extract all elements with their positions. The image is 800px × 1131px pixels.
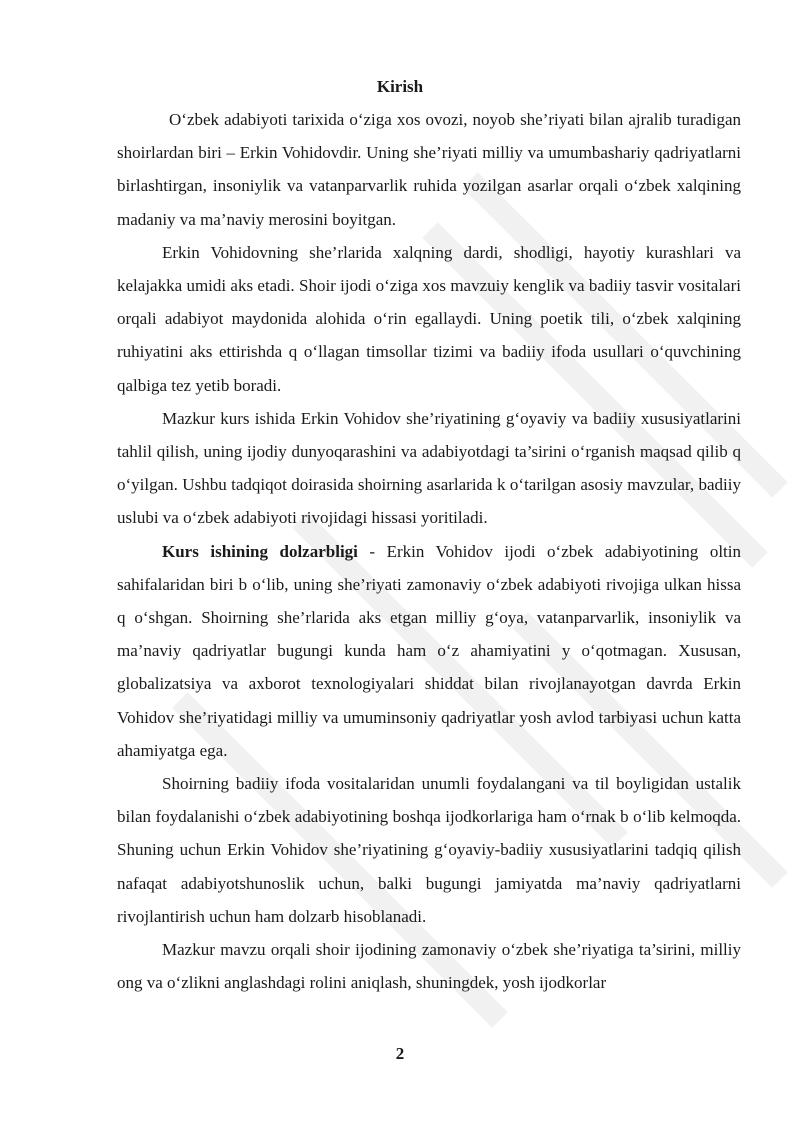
paragraph-text: - Erkin Vohidov ijodi o‘zbek adabiyotining oltin sahifalaridan biri b o‘lib, uning she’riyati zamonaviy o‘zbek adabiyoti rivojiga ulkan hissa q o‘shgan. Shoirning she’rlarida aks etgan milliy g‘oya, vatanparvarlik, insoniylik va ma’naviy qadriyatlar bugungi kunda ham o‘z ahamiyatini y o‘qotmagan. Xususan, globalizatsiya va axborot texnologiyalari shiddat bilan rivojlanayotgan davrda Erkin Vohidov she’riyatidagi milliy va umuminsoniy qadriyatlar yosh avlod tarbiyasi uchun katta ahamiyatga ega. bbox=[117, 541, 741, 760]
paragraph-1 bbox=[117, 103, 741, 236]
paragraph-6 bbox=[117, 933, 741, 999]
section-title: Kirish bbox=[376, 77, 424, 96]
page-number: 2 bbox=[395, 1044, 405, 1063]
paragraph-text: Erkin Vohidovning she’rlarida xalqning dardi, shodligi, hayotiy kurashlari va kelajakka umidi aks etadi. Shoir ijodi o‘ziga xos mavzuiy kenglik va badiiy tasvir vositalari orqali adabiyot maydonida alohida o‘rin egallaydi. Uning poetik tili, o‘zbek xalqining ruhiyatini aks ettirishda q o‘llagan timsollar tizimi va badiiy ifoda usullari o‘quvchining qalbiga tez yetib boradi. bbox=[117, 242, 741, 395]
paragraph-5 bbox=[117, 767, 741, 933]
relevance-heading: Kurs ishining dolzarbligi bbox=[162, 541, 358, 561]
paragraph-text: Shoirning badiiy ifoda vositalaridan unumli foydalangani va til boyligidan ustalik bilan foydalanishi o‘zbek adabiyotining boshqa ijodkorlariga ham o‘rnak b o‘lib kelmoqda. Shuning uchun Erkin Vohidov she’riyatining g‘oyaviy-badiiy xususiyatlarini tadqiq qilish nafaqat adabiyotshunoslik uchun, balki bugungi jamiyatda ma’naviy qadriyatlarni rivojlantirish uchun ham dolzarb hisoblanadi. bbox=[117, 774, 741, 926]
document-body bbox=[117, 103, 741, 999]
paragraph-3 bbox=[117, 402, 741, 535]
paragraph-text: Mazkur kurs ishida Erkin Vohidov she’riyatining g‘oyaviy va badiiy xususiyatlarini tahlil qilish, uning ijodiy dunyoqarashini va adabiyotdagi ta’sirini o‘rganish maqsad qilib q o‘yilgan. Ushbu tadqiqot doirasida shoirning asarlarida k o‘tarilgan asosiy mavzular, badiiy uslubi va o‘zbek adabiyoti rivojidagi hissasi yoritiladi. bbox=[117, 408, 741, 528]
paragraph-2 bbox=[117, 236, 741, 402]
paragraph-text: Mazkur mavzu orqali shoir ijodining zamonaviy o‘zbek she’riyatiga ta’sirini, milliy ong va o‘zlikni anglashdagi rolini aniqlash, shuningdek, yosh ijodkorlar bbox=[117, 940, 741, 993]
paragraph-text: O‘zbek adabiyoti tarixida o‘ziga xos ovozi, noyob she’riyati bilan ajralib turadigan shoirlardan biri – Erkin Vohidovdir. Uning she’riyati milliy va umumbashariy qadriyatlarni birlashtirgan, insoniylik va vatanparvarlik ruhida yozilgan asarlar orqali o‘zbek xalqining madaniy va ma’naviy merosini boyitgan. bbox=[117, 110, 741, 229]
paragraph-4 bbox=[117, 535, 741, 767]
